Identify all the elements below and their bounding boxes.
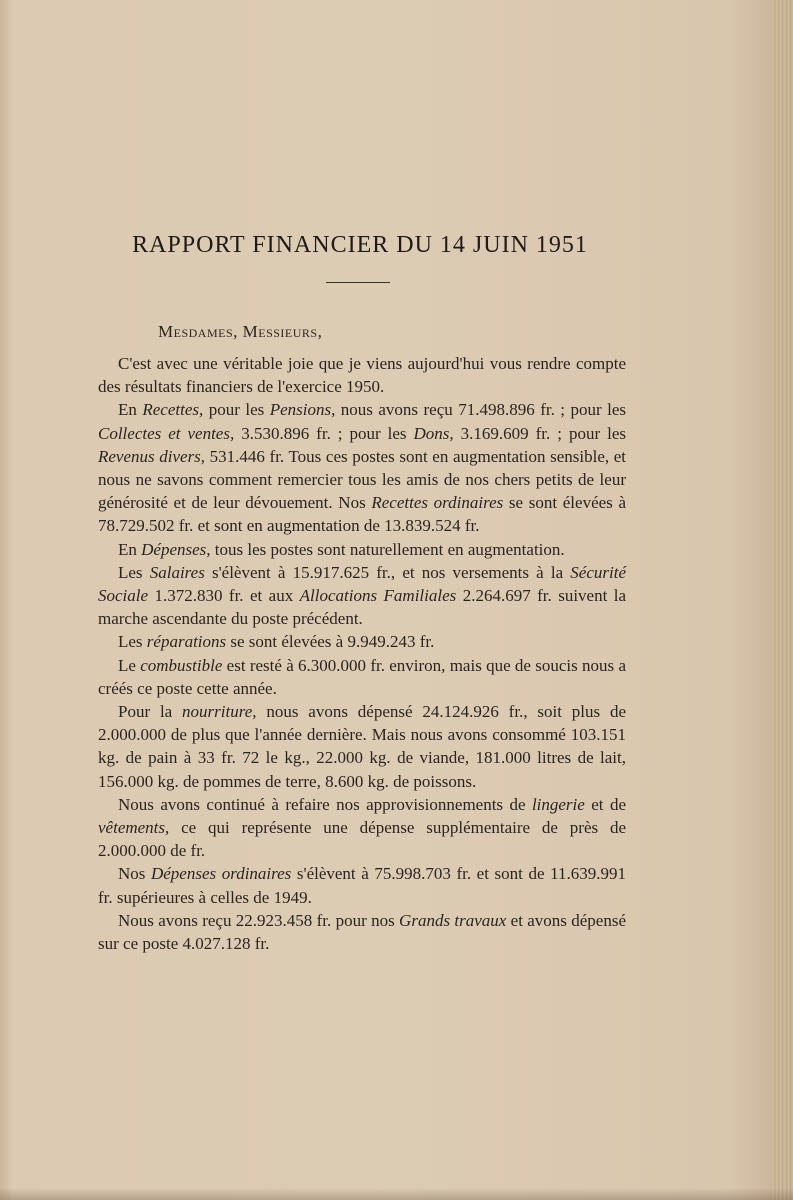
paragraph [98, 352, 626, 398]
page-title: RAPPORT FINANCIER DU 14 JUIN 1951 [132, 232, 588, 258]
paragraph [98, 654, 626, 700]
italic-term: Grands travaux [399, 910, 507, 930]
paragraph [98, 700, 626, 793]
text-run: Nous avons reçu 22.923.458 fr. pour nos [118, 910, 400, 930]
italic-term: lingerie [531, 794, 585, 814]
text-run: En [118, 539, 142, 559]
paragraph [98, 538, 626, 561]
page-shadow [0, 1188, 793, 1200]
text-run: tous les postes sont naturellement en augmentation. [210, 539, 565, 559]
text-run: se sont élevées à 9.949.243 fr. [226, 632, 435, 652]
text-run: nous avons dépensé 24.124.926 fr., soit plus de 2.000.000 de plus que l'année dernière. Mais nous avons consommé 103.151 kg. de pain à 33 fr. 72 le kg., 22.000 kg. de viande, 181.000 litres de lait, 156.000 kg. de pommes de terre, 8.600 kg. de poissons. [98, 702, 626, 791]
paragraph [98, 630, 626, 653]
page-edge [771, 0, 793, 1200]
italic-term: Dons, [413, 423, 454, 443]
italic-term: nourriture, [182, 702, 257, 722]
report-body [98, 352, 626, 955]
italic-term: Salaires [149, 562, 205, 582]
text-run: 3.530.896 fr. ; pour les [234, 423, 414, 443]
text-run: est resté à 6.300.000 fr. environ, mais que de soucis nous a créés ce poste cette année. [98, 655, 626, 698]
paragraph [98, 398, 626, 537]
text-run: Pour la [118, 702, 183, 722]
text-run: nous avons reçu 71.498.896 fr. ; pour les [335, 400, 627, 420]
title-divider [326, 282, 390, 283]
text-run: Les [118, 562, 150, 582]
salutation: Mesdames, Messieurs, [158, 322, 323, 341]
text-run: C'est avec une véritable joie que je viens aujourd'hui vous rendre compte des résultats financiers de l'exercice 1950. [98, 354, 626, 397]
italic-term: Recettes ordinaires [371, 493, 504, 513]
text-run: 1.372.830 fr. et aux [148, 586, 300, 606]
text-run: pour les [203, 400, 270, 420]
italic-term: Dépenses, [141, 539, 211, 559]
text-run: Le [118, 655, 141, 675]
text-run: et de [584, 794, 626, 814]
italic-term: réparations [146, 632, 227, 652]
paragraph [98, 561, 626, 631]
text-run: Nos [118, 864, 151, 884]
text-run: se sont élevées à 78.729.502 fr. et sont en augmentation de 13.839.524 fr. [98, 493, 626, 536]
text-run: En [118, 400, 143, 420]
italic-term: Recettes, [142, 400, 204, 420]
italic-term: vêtements, [98, 818, 170, 838]
paragraph [98, 909, 626, 955]
italic-term: Revenus divers, [98, 446, 206, 466]
text-run: 2.264.697 fr. suivent la marche ascendante du poste précédent. [98, 586, 627, 629]
text-run: et avons dépensé sur ce poste 4.027.128 fr. [98, 910, 627, 954]
italic-term: Pensions, [269, 400, 336, 420]
italic-term: Dépenses ordinaires [150, 864, 292, 884]
italic-term: Allocations Familiales [299, 586, 457, 606]
italic-term: Sécurité Sociale [98, 562, 626, 606]
text-run: Nous avons continué à refaire nos approvisionnements de [118, 794, 532, 814]
text-run: Les [118, 632, 147, 652]
text-run: 531.446 fr. Tous ces postes sont en augmentation sensible, et nous ne savons comment remercier tous les amis de nos chers petits de leur générosité et de leur dévouement. Nos [98, 446, 626, 513]
text-run: s'élèvent à 15.917.625 fr., et nos versements à la [204, 562, 571, 582]
text-run: s'élèvent à 75.998.703 fr. et sont de 11.639.991 fr. supérieures à celles de 1949. [98, 864, 626, 907]
paragraph [98, 793, 626, 863]
paragraph [98, 862, 626, 908]
text-run: 3.169.609 fr. ; pour les [453, 423, 626, 443]
italic-term: combustible [140, 655, 223, 675]
text-run: ce qui représente une dépense supplémentaire de près de 2.000.000 de fr. [98, 818, 626, 861]
italic-term: Collectes et ventes, [98, 423, 235, 443]
